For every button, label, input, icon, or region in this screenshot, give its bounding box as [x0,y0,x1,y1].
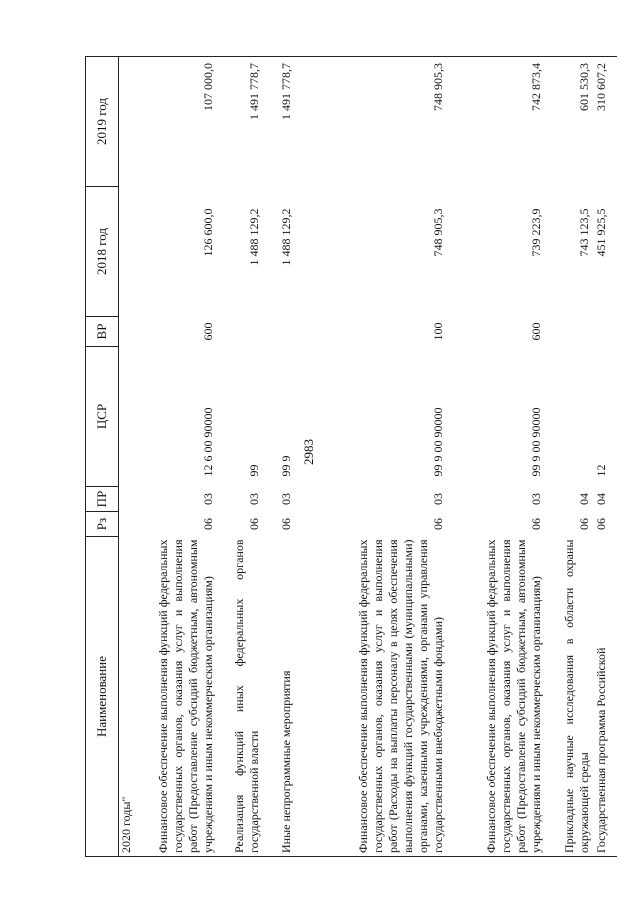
row-csr [545,347,593,487]
table-row [263,57,295,857]
table-row [447,57,545,857]
row-2019: 748 905,3 [295,57,447,187]
row-pr: 03 [279,493,293,505]
budget-table-rotated [85,57,613,857]
row-csr: 12 [594,464,608,477]
row-name: Прикладные научные исследования в области охраны окружающей среды [545,537,593,857]
header-2018: 2018 год [86,187,119,317]
row-2019: 310 607,2 [593,57,617,187]
row-pr: 04 [594,493,608,505]
row-2018: 1 488 129,2 [247,208,261,266]
row-csr: 99 9 00 90000 [529,407,543,477]
table-row [135,57,217,857]
table-row [295,57,447,857]
row-csr: 99 [247,464,261,477]
row-2019: 1 491 778,7 [217,57,263,187]
row-pr: 04 [577,493,591,505]
page-number: 2983 [301,439,316,465]
row-name: Государственная программа Российской [593,537,617,857]
row-name: Иные непрограммные мероприятия [263,537,295,857]
table-row [593,57,617,857]
header-pr: ПР [86,487,119,512]
table-row [545,57,593,857]
row-rz: 06 [431,518,445,530]
row-2018: 743 123,5 [577,208,591,257]
row-csr: 99 9 [279,455,293,477]
row-pr: 03 [201,493,215,505]
row-rz: 06 [529,518,543,530]
header-2019: 2019 год [86,57,119,187]
row-2019: 742 873,4 [447,57,545,187]
row-2018: 1 488 129,2 [279,208,293,266]
row-vr [263,317,295,347]
row-name: Финансовое обеспечение выполнения функций федеральных государственных органов, оказания услуг и выполнения работ (Расходы на выплаты персоналу в целях обеспечения выполнения функций государственными (муниципальными) органами, казенными учреждениями, органами управления государственными внебюджетными фондами) [295,537,447,857]
row-pr: 03 [247,493,261,505]
header-name: Наименование [86,537,119,857]
row-csr: 99 9 00 90000 [431,407,445,477]
row-pr: 03 [431,493,445,505]
row-csr: 12 6 00 90000 [201,407,215,477]
header-vr: ВР [86,317,119,347]
row-vr: 600 [201,322,215,341]
row-name: Финансовое обеспечение выполнения функций федеральных государственных органов, оказания услуг и выполнения работ (Предоставление субсидий бюджетным, автономным учреждениям и иным некоммерческим организациям) [447,537,545,857]
row-rz: 06 [247,518,261,530]
row-rz: 06 [577,518,591,530]
row-vr [593,317,617,347]
row-rz: 06 [279,518,293,530]
table-row-intro [119,57,136,857]
header-rz: Рз [86,512,119,537]
budget-table [85,56,617,857]
table-row [217,57,263,857]
row-vr: 100 [431,322,445,341]
row-rz: 06 [201,518,215,530]
row-vr: 600 [529,322,543,341]
row-2019: 107 000,0 [135,57,217,187]
row-2019: 601 530,3 [545,57,593,187]
row-2019: 1 491 778,7 [263,57,295,187]
header-csr: ЦСР [86,347,119,487]
row-vr [217,317,263,347]
row-2018: 451 925,5 [594,208,608,257]
row-rz: 06 [594,518,608,530]
row-2018: 739 223,9 [529,208,543,257]
row-2018: 748 905,3 [431,208,445,257]
row-2018: 126 600,0 [201,208,215,257]
intro-text: 2020 годы" [119,537,136,857]
table-header-row [86,57,119,857]
row-vr [545,317,593,347]
row-name: Реализация функций иных федеральных органов государственной власти [217,537,263,857]
row-name: Финансовое обеспечение выполнения функций федеральных государственных органов, оказания услуг и выполнения работ (Предоставление субсидий бюджетным, автономным учреждениям и иным некоммерческим организациям) [135,537,217,857]
row-pr: 03 [529,493,543,505]
